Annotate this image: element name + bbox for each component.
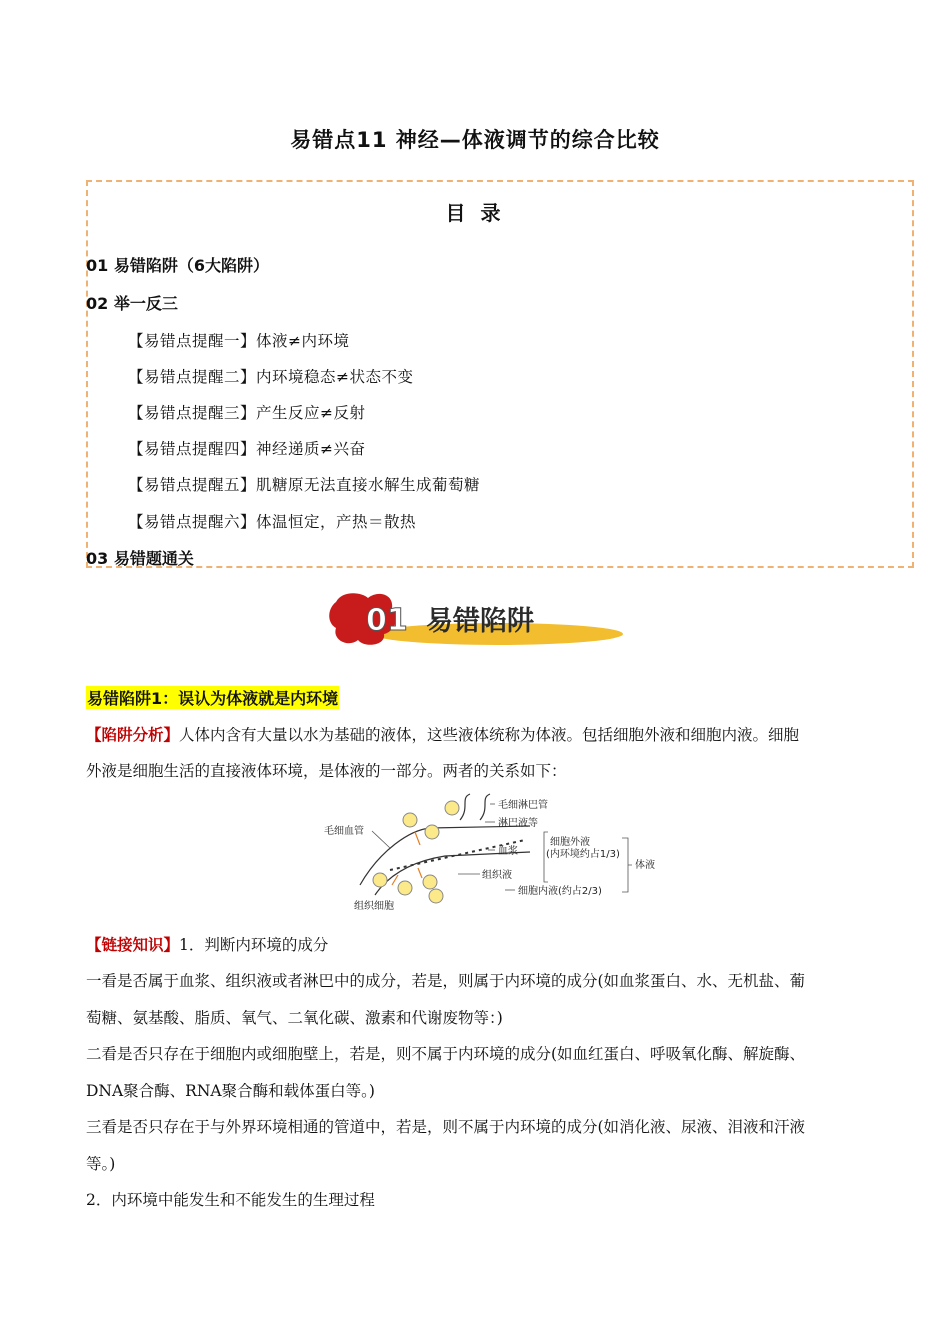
label-lymph: 淋巴液等 [498, 818, 538, 829]
label-lymph-capillary: 毛细淋巴管 [498, 800, 548, 811]
leader [372, 831, 390, 848]
trap-1-analysis [86, 723, 876, 745]
label-internal-env: (内环境约占1/3) [546, 849, 620, 860]
section-banner [328, 588, 628, 650]
trap-1-title: 易错陷阱1：误认为体液就是内环境 [86, 686, 339, 709]
banner-text: 易错陷阱 [426, 606, 534, 637]
link-text-4: 二看是否只存在于细胞内或细胞壁上，若是，则不属于内环境的成分(如血红蛋白、呼吸氧化酶、解旋酶、 [86, 1045, 806, 1063]
arrow [415, 832, 420, 845]
cell [423, 875, 437, 889]
link-text-2: 一看是否属于血浆、组织液或者淋巴中的成分，若是，则属于内环境的成分(如血浆蛋白、水、无机盐、葡 [86, 972, 806, 990]
analysis-text-1: 人体内含有大量以水为基础的液体，这些液体统称为体液。包括细胞外液和细胞内液。细胞 [179, 726, 800, 744]
link-text-5: DNA聚合酶、RNA聚合酶和载体蛋白等。) [86, 1082, 375, 1100]
analysis-label: 【陷阱分析】 [86, 726, 180, 744]
analysis-text-2: 外液是细胞生活的直接液体环境，是体液的一部分。两者的关系如下： [86, 762, 567, 780]
toc-heading: 目 录 [445, 201, 505, 225]
toc-reminder-4[interactable]: 【易错点提醒四】神经递质≠兴奋 [128, 440, 366, 458]
label-extracellular: 细胞外液 [550, 837, 590, 848]
banner-number: 01 [366, 603, 408, 638]
label-body-fluid: 体液 [635, 860, 655, 871]
cell [425, 825, 439, 839]
link-text-6: 三看是否只存在于与外界环境相通的管道中，若是，则不属于内环境的成分(如消化液、尿液、泪液和汗液 [86, 1118, 806, 1136]
link-text-7: 等。) [86, 1155, 116, 1173]
link-text-3: 萄糖、氨基酸、脂质、氧气、二氧化碳、激素和代谢废物等：) [86, 1009, 503, 1027]
toc-section-3[interactable]: 03 易错题通关 [86, 549, 194, 568]
bracket-body-fluid [622, 838, 632, 892]
cell [398, 881, 412, 895]
label-capillary: 毛细血管 [324, 826, 364, 837]
toc-reminder-6[interactable]: 【易错点提醒六】体温恒定，产热＝散热 [128, 513, 417, 531]
link-label: 【链接知识】 [86, 936, 180, 954]
cell [403, 813, 417, 827]
page-title: 易错点11 神经—体液调节的综合比较 [290, 128, 660, 152]
toc-reminder-5[interactable]: 【易错点提醒五】肌糖原无法直接水解生成葡萄糖 [128, 476, 481, 494]
label-intracellular: 细胞内液(约占2/3) [518, 886, 602, 897]
link-knowledge [86, 933, 876, 955]
cell [445, 801, 459, 815]
label-plasma: 血浆 [498, 846, 518, 857]
link-text-8: 2．内环境中能发生和不能发生的生理过程 [86, 1191, 375, 1209]
lymph-capillary-icon [460, 794, 490, 820]
cell [429, 889, 443, 903]
body-fluid-diagram [320, 790, 660, 915]
cell [373, 873, 387, 887]
toc-reminder-3[interactable]: 【易错点提醒三】产生反应≠反射 [128, 404, 366, 422]
toc-reminder-2[interactable]: 【易错点提醒二】内环境稳态≠状态不变 [128, 368, 414, 386]
label-tissue-cell: 组织细胞 [354, 901, 394, 912]
arrow [418, 868, 422, 878]
label-tissue-fluid: 组织液 [482, 870, 512, 881]
toc-reminder-1[interactable]: 【易错点提醒一】体液≠内环境 [128, 332, 350, 350]
toc-section-1[interactable]: 01 易错陷阱（6大陷阱） [86, 256, 269, 275]
toc-section-2[interactable]: 02 举一反三 [86, 294, 178, 313]
link-text-1: 1．判断内环境的成分 [179, 936, 329, 954]
